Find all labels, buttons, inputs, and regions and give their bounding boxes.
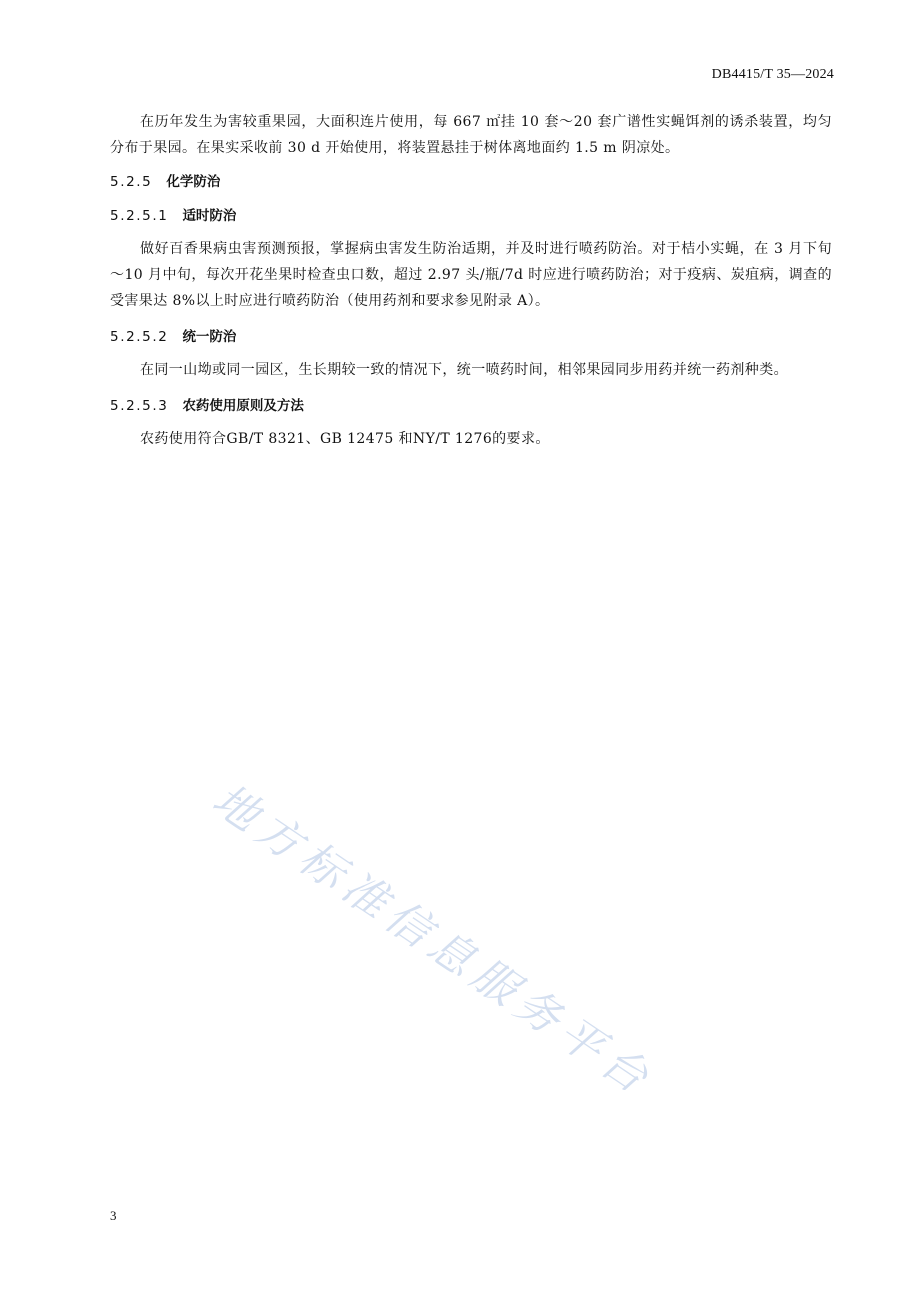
section-title: 适时防治: [182, 208, 237, 224]
section-title: 化学防治: [166, 174, 221, 190]
section-number: 5.2.5.1: [110, 208, 169, 224]
section-heading-5-2-5-2: [110, 327, 832, 347]
document-body: [110, 109, 832, 452]
section-number: 5.2.5.3: [110, 398, 169, 414]
section-heading-5-2-5-1: [110, 206, 832, 226]
section-heading-5-2-5-3: [110, 396, 832, 416]
section-paragraph-5-2-5-3: 农药使用符合GB/T 8321、GB 12475 和NY/T 1276的要求。: [140, 431, 550, 447]
section-heading-5-2-5: [110, 172, 832, 192]
section-number: 5.2.5: [110, 174, 153, 190]
page-number: 3: [110, 1208, 117, 1223]
intro-paragraph: 在历年发生为害较重果园，大面积连片使用，每 667 ㎡挂 10 套～20 套广谱性实蝇饵剂的诱杀装置，均匀分布于果园。在果实采收前 30 d 开始使用，将装置悬挂于树体离地面约 1.5 m 阴凉处。: [110, 114, 832, 156]
section-paragraph-5-2-5-2: 在同一山坳或同一园区，生长期较一致的情况下，统一喷药时间，相邻果园同步用药并统一药剂种类。: [140, 362, 788, 378]
watermark-text: 地方标准信息服务平台: [203, 774, 663, 1108]
section-number: 5.2.5.2: [110, 329, 169, 345]
section-title: 统一防治: [182, 329, 237, 345]
section-title: 农药使用原则及方法: [182, 398, 304, 414]
section-paragraph-5-2-5-1: 做好百香果病虫害预测预报，掌握病虫害发生防治适期，并及时进行喷药防治。对于桔小实蝇，在 3 月下旬～10 月中旬，每次开花坐果时检查虫口数，超过 2.97 头/瓶/7d 时应进行喷药防治；对于疫病、炭疽病，调查的受害果达 8%以上时应进行喷药防治（使用药剂和要求参见附录 A）。: [110, 241, 832, 309]
document-code: DB4415/T 35—2024: [711, 67, 834, 82]
